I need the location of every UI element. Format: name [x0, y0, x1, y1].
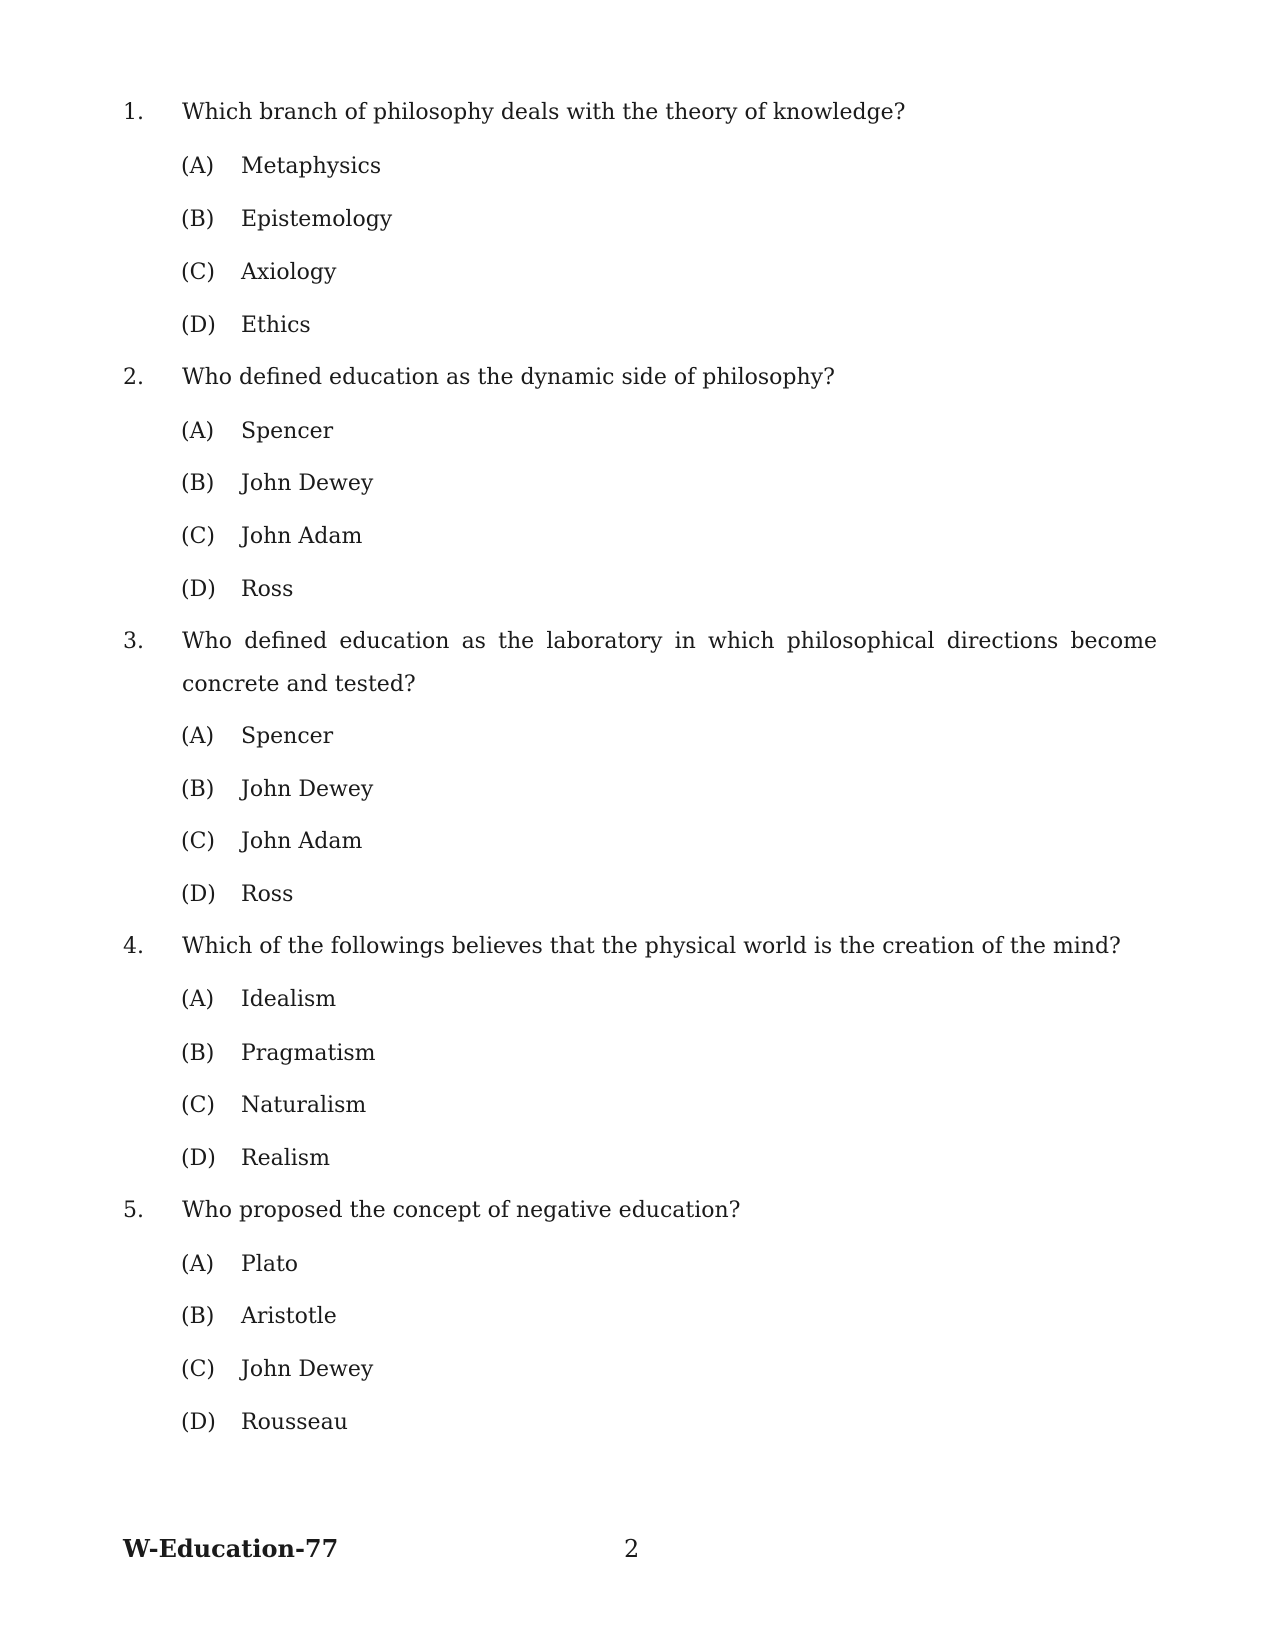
option-text: Epistemology [241, 207, 393, 232]
option-b [0, 770, 1275, 810]
option-text: Axiology [241, 260, 337, 285]
option-b [0, 464, 1275, 504]
option-text: Ross [241, 882, 294, 907]
option-c [0, 1086, 1275, 1126]
option-c [0, 822, 1275, 862]
option-c [0, 517, 1275, 557]
option-letter: (D) [181, 1146, 216, 1171]
option-text: John Adam [241, 524, 363, 549]
option-text: Plato [241, 1252, 299, 1277]
option-letter: (B) [181, 207, 215, 232]
option-text: John Dewey [241, 471, 374, 496]
option-text: Ross [241, 577, 294, 602]
option-letter: (C) [181, 524, 215, 549]
option-letter: (A) [181, 724, 215, 749]
option-text: Idealism [241, 987, 337, 1012]
question-text: Which of the followings believes that the physical world is the creation of the mind? [182, 934, 1121, 959]
question-number: 2. [123, 365, 144, 390]
question-text: Who defined education as the dynamic side of philosophy? [182, 365, 835, 390]
option-letter: (B) [181, 1304, 215, 1329]
option-text: Realism [241, 1146, 330, 1171]
option-letter: (C) [181, 1093, 215, 1118]
option-d [0, 1139, 1275, 1179]
option-a [0, 980, 1275, 1020]
option-c [0, 253, 1275, 293]
option-text: John Dewey [241, 1357, 374, 1382]
question-text: Who defined education as the laboratory in which philosophical directions become concrete and tested? [182, 629, 1157, 697]
option-text: Naturalism [241, 1093, 367, 1118]
option-letter: (C) [181, 1357, 215, 1382]
option-b [0, 1297, 1275, 1337]
option-letter: (B) [181, 777, 215, 802]
question-number: 5. [123, 1198, 144, 1223]
option-letter: (D) [181, 1410, 216, 1435]
option-text: John Adam [241, 829, 363, 854]
option-b [0, 1034, 1275, 1074]
option-text: Spencer [241, 724, 334, 749]
option-letter: (A) [181, 419, 215, 444]
option-a [0, 1245, 1275, 1285]
option-a [0, 147, 1275, 187]
question-number: 1. [123, 100, 144, 125]
option-letter: (B) [181, 471, 215, 496]
option-letter: (A) [181, 1252, 215, 1277]
question-text: Who proposed the concept of negative education? [182, 1198, 741, 1223]
page-number: 2 [624, 1535, 640, 1563]
option-text: Spencer [241, 419, 334, 444]
paper-code: W-Education-77 [123, 1534, 339, 1563]
option-c [0, 1350, 1275, 1390]
question-number: 3. [123, 629, 144, 654]
option-letter: (B) [181, 1041, 215, 1066]
question-number: 4. [123, 934, 144, 959]
option-d [0, 306, 1275, 346]
option-text: Metaphysics [241, 154, 382, 179]
option-letter: (C) [181, 829, 215, 854]
option-d [0, 875, 1275, 915]
option-text: Rousseau [241, 1410, 348, 1435]
option-a [0, 412, 1275, 452]
option-text: Ethics [241, 313, 311, 338]
option-letter: (A) [181, 987, 215, 1012]
option-letter: (D) [181, 882, 216, 907]
option-letter: (A) [181, 154, 215, 179]
option-letter: (C) [181, 260, 215, 285]
option-text: Aristotle [241, 1304, 337, 1329]
option-text: Pragmatism [241, 1041, 376, 1066]
option-b [0, 200, 1275, 240]
option-d [0, 570, 1275, 610]
option-letter: (D) [181, 577, 216, 602]
option-d [0, 1403, 1275, 1443]
option-letter: (D) [181, 313, 216, 338]
option-text: John Dewey [241, 777, 374, 802]
question-text: Which branch of philosophy deals with the theory of knowledge? [182, 100, 906, 125]
option-a [0, 717, 1275, 757]
